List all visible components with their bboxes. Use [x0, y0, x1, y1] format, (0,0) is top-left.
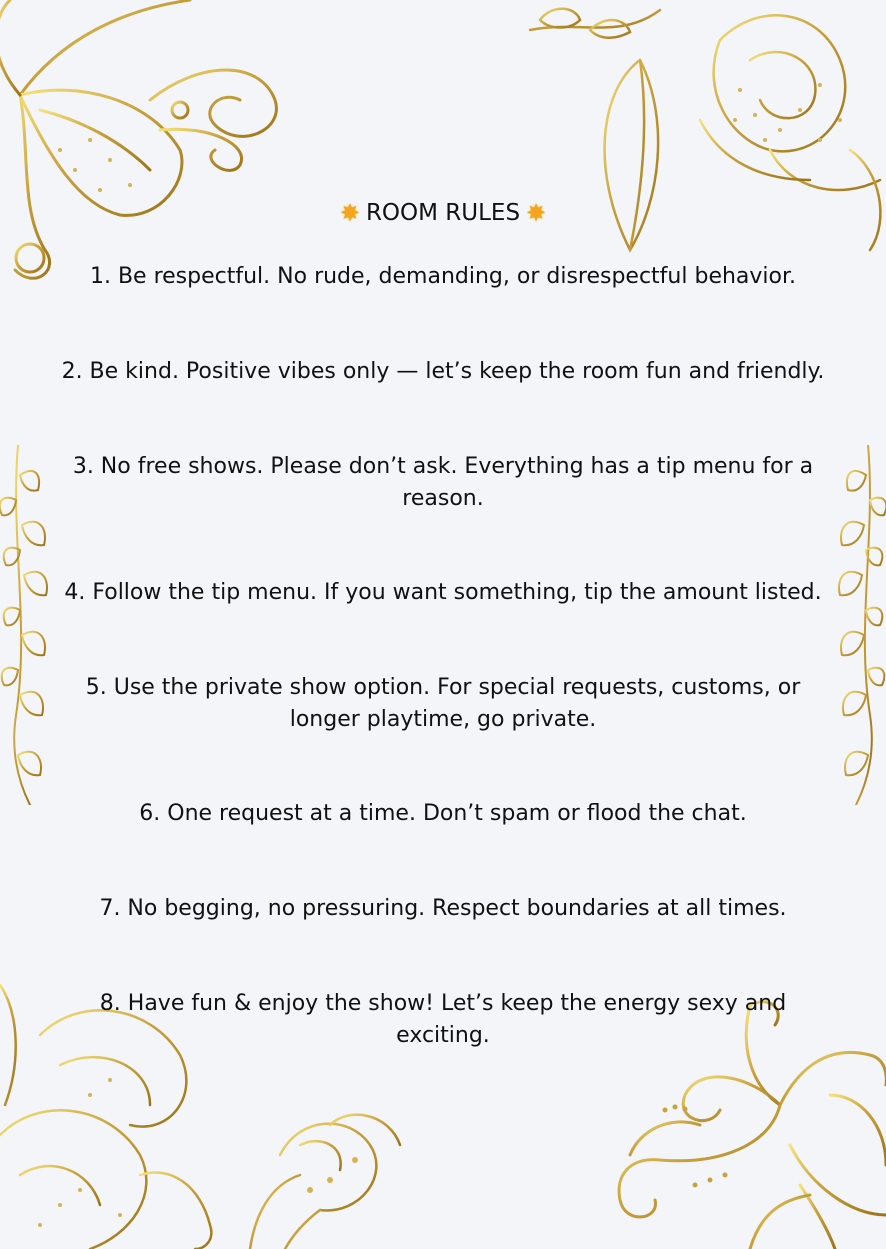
floral-corner-top-left — [0, 0, 290, 290]
rule-1: 1. Be respectful. No rude, demanding, or disrespectful behavior. — [89, 264, 797, 289]
rule-8: 8. Have fun & enjoy the show! Let’s keep the energy sexy and exciting. — [99, 991, 787, 1048]
star-icon: ✸ — [526, 199, 547, 227]
rule-4: 4. Follow the tip menu. If you want something, tip the amount listed. — [64, 580, 822, 605]
rule-5: 5. Use the private show option. For special requests, customs, or longer playtime, go private. — [85, 675, 801, 732]
laurel-branch-left — [0, 445, 60, 805]
rule-3: 3. No free shows. Please don’t ask. Everything has a tip menu for a reason. — [72, 454, 814, 511]
rule-7: 7. No begging, no pressuring. Respect boundaries at all times. — [99, 896, 787, 921]
rule-6: 6. One request at a time. Don’t spam or flood the chat. — [139, 801, 747, 826]
laurel-branch-right — [826, 445, 886, 805]
star-icon: ✸ — [339, 199, 360, 227]
rule-2: 2. Be kind. Positive vibes only — let’s keep the room fun and friendly. — [61, 359, 825, 384]
title-text: ROOM RULES — [365, 200, 521, 226]
page-title — [0, 196, 886, 230]
